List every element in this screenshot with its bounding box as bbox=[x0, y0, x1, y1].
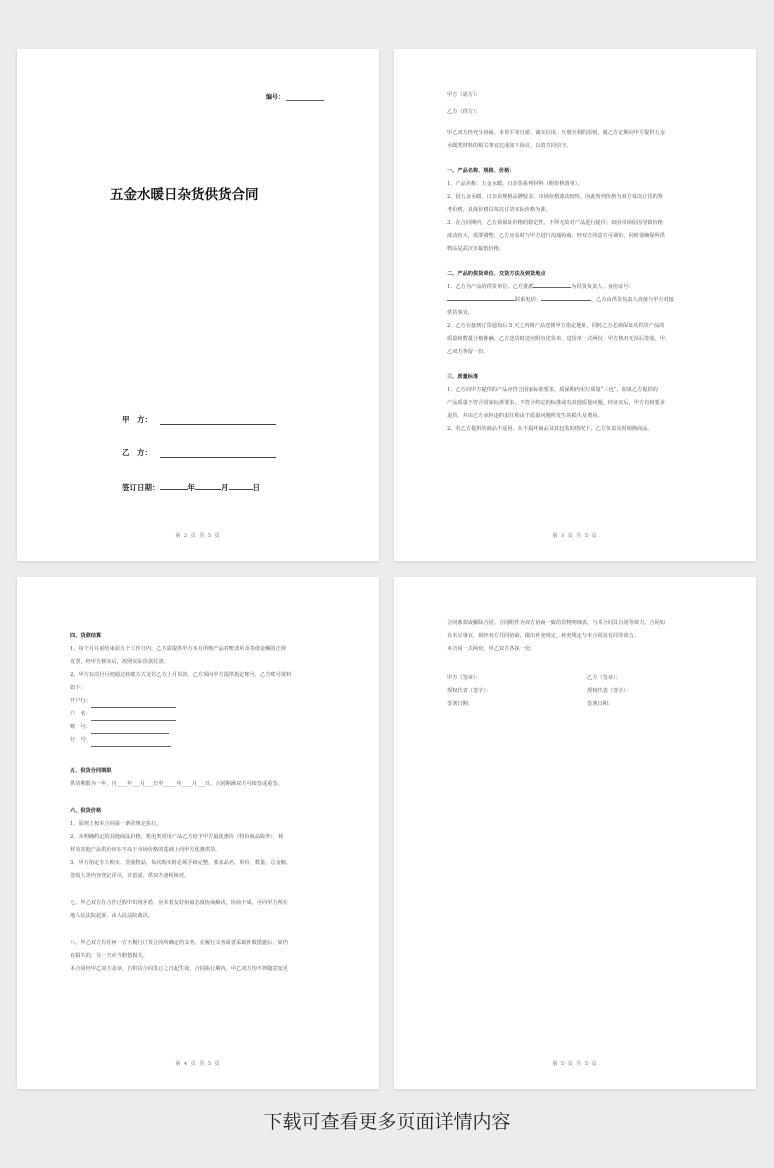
text-segment: 。乙方由供货负责人直接与甲方对接 bbox=[590, 297, 674, 303]
party-b-label: 乙 方： bbox=[122, 448, 152, 457]
section-heading: 一、产品名称、规格、价格： bbox=[447, 168, 515, 174]
blank-line bbox=[91, 727, 169, 734]
blank-line bbox=[91, 740, 171, 747]
year-label: 年 bbox=[187, 483, 195, 492]
section-heading: 二、产品的供货单位、交货方法及到货地点 bbox=[447, 271, 546, 277]
page-footer: 第 2 页 共 5 页 bbox=[175, 533, 221, 539]
text-line: 退货，并由乙方承担违约责任和由于质量问题所发生的损失及费用。 bbox=[447, 413, 603, 419]
bank-row bbox=[70, 695, 334, 708]
text-line: 物品是武汉市最低价格。 bbox=[447, 246, 505, 252]
page-content bbox=[447, 89, 711, 436]
text-line: 2、未明确约定的其他商品价格，机电类常用产品乙方给予甲方最优惠价（特价商品除外），耗 bbox=[70, 834, 284, 840]
text-line: 水暖类材料的相关事宜达成如下协议，以资共同信守。 bbox=[447, 143, 572, 149]
text-line: 波动较大，需要调整，乙方应及时与甲方进行沟通协商，经双方同意方可调价，同时要确保所供 bbox=[447, 233, 665, 239]
section-heading: 三、质量标准 bbox=[447, 374, 479, 380]
text-line: 2、因五金水暖、日杂货规格品牌较多，市场价格波动较快，因此所列价格为双方每次订货的参 bbox=[447, 194, 663, 200]
text-segment: 联系电话： bbox=[515, 297, 541, 303]
text-line: 乙方（供方）： bbox=[447, 109, 481, 115]
sign-date-label: 签订日期： bbox=[122, 483, 160, 492]
blank-line bbox=[533, 281, 571, 288]
text-line: 地人民法院起诉，由人民法院裁决。 bbox=[70, 913, 154, 919]
text-line: 有损失的，另一方应当赔偿损失。 bbox=[70, 953, 148, 959]
party-a-label: 甲 方： bbox=[122, 415, 152, 424]
blank-line bbox=[447, 294, 515, 301]
day-label: 日 bbox=[252, 483, 260, 492]
bank-row bbox=[70, 708, 334, 721]
signature-label: 甲方（签章）： bbox=[447, 675, 481, 681]
page-footer: 第 5 页 共 5 页 bbox=[552, 1061, 598, 1067]
download-caption: 下载可查看更多页面详情内容 bbox=[263, 1111, 511, 1133]
text-segment: 为供货负责人，身份证号： bbox=[571, 284, 634, 290]
party-b-blank bbox=[160, 449, 276, 458]
sign-date-row bbox=[122, 481, 260, 493]
text-line: 1、乙方向甲方提供的产品应符合国家标准要求，质保期内实行质量“三包”，如果乙方提供的 bbox=[447, 387, 658, 393]
section-heading: 五、供货合同期限 bbox=[70, 768, 112, 774]
contract-page-cover bbox=[17, 49, 379, 561]
contract-page-5 bbox=[394, 577, 756, 1089]
bank-label: 开户行： bbox=[70, 698, 91, 704]
blank-line bbox=[541, 294, 591, 301]
page-footer: 第 4 页 共 5 页 bbox=[175, 1061, 221, 1067]
signature-label: 签署日期： bbox=[587, 701, 613, 707]
bank-label: 户 名： bbox=[70, 711, 91, 717]
text-line: 3、甲方指定专人购买、签收物品，每次购买时必须手续完整，要求品名、单价、数量、总金额、 bbox=[70, 860, 292, 866]
text-line: 本合同经甲乙双方盖章，自供货合同签订之日起生效，合同执行期内，甲乙双方均不得随意变更 bbox=[70, 966, 288, 972]
text-line: 考价格，具体价格以每次订货实际价格为准。 bbox=[447, 207, 551, 213]
text-line: 合同条款或解除合同。合同附件为双方协商一致的货物明细表，与本合同具有同等效力。合同如 bbox=[447, 620, 665, 626]
signature-block bbox=[447, 672, 711, 711]
contract-number bbox=[266, 92, 324, 101]
contract-number-blank bbox=[286, 94, 324, 101]
text-line: 有未尽事宜，须经双方共同协商，做出补充规定，补充规定与本合同具有同等效力。 bbox=[447, 633, 639, 639]
page-content bbox=[70, 630, 334, 976]
page-footer: 第 3 页 共 5 页 bbox=[552, 533, 598, 539]
text-line: 如下： bbox=[70, 685, 86, 691]
month-blank bbox=[195, 481, 221, 490]
text-line: 乙双方各留一份。 bbox=[447, 349, 489, 355]
party-a-blank bbox=[160, 416, 276, 425]
section-heading: 四、货款结算 bbox=[70, 633, 102, 639]
bank-label: 行 号： bbox=[70, 737, 91, 743]
text-line: 2、乙方在接到订货通知后 5 天之内将产品送到甲方指定地址，同时乙方必须保证其供货产品的 bbox=[447, 323, 665, 329]
text-line: 签收人等内容登记详尽，并留需、供双方备检核对。 bbox=[70, 873, 190, 879]
text-line: 甲乙双方经充分协商，本着平等自愿、诚实信用、互惠互利的原则，就乙方定期向甲方提供五金 bbox=[447, 130, 665, 136]
text-line: 1、产品名称：五金水暖、日杂货系列材料（附价格清单）。 bbox=[447, 181, 583, 187]
text-line: 发票，经甲方核实后，按照实际货款付清。 bbox=[70, 659, 169, 665]
contract-title: 五金水暖日杂货供货合同 bbox=[110, 187, 259, 203]
text-line: 3、在合同期内，乙方须保证价格的稳定性，不得无故对产品进行提价；如因市场原因导致价格 bbox=[447, 220, 663, 226]
contract-page-3 bbox=[394, 49, 756, 561]
blank-line bbox=[91, 714, 176, 721]
bank-label: 账 号： bbox=[70, 724, 91, 730]
day-blank bbox=[229, 481, 253, 490]
text-line: 质量和数量合格准确，乙方送货时还应附有送货单，送货单一式两份，甲方核对无误后签收，甲、 bbox=[447, 336, 671, 342]
contract-page-4 bbox=[17, 577, 379, 1089]
signature-label: 授权代表（签字）： bbox=[447, 688, 492, 694]
text-line: 供货期限为一年，自____年___月___日至_____年____月___日，合同期满双方可续签或重签。 bbox=[70, 781, 283, 787]
text-line: 甲方（需方）： bbox=[447, 92, 481, 98]
text-line: 本合同一式两份，甲乙双方各执一份。 bbox=[447, 646, 536, 652]
text-line: 2、甲方在次月月初通过转账方式支付乙方上月货款，乙方需向甲方提供指定账号，乙方账号资料 bbox=[70, 672, 292, 678]
party-a-row bbox=[122, 414, 276, 425]
party-b-row bbox=[122, 447, 276, 458]
text-line: 1、原则上按本合同第一条的规定执行。 bbox=[70, 821, 162, 827]
text-line bbox=[447, 281, 711, 294]
contract-number-label: 编号： bbox=[265, 94, 284, 101]
section-heading: 六、供货价格 bbox=[70, 808, 102, 814]
bank-row bbox=[70, 734, 334, 747]
text-line: 2、若乙方提供的商品不适用，在不损坏商品及其包装的情况下，乙方负责及时调换商品。 bbox=[447, 426, 653, 432]
signature-label: 乙方（签章）： bbox=[587, 675, 621, 681]
signature-label: 授权代表（签字）： bbox=[587, 688, 632, 694]
text-segment: 1、乙方为产品的供货单位。乙方委派 bbox=[447, 284, 534, 290]
month-label: 月 bbox=[221, 483, 229, 492]
year-blank bbox=[160, 481, 188, 490]
text-line bbox=[447, 294, 711, 307]
text-line: 八、甲乙双方有任何一方不履行订货合同所确定的义务，在履行义务或者采取补救措施后，如仍 bbox=[70, 940, 288, 946]
text-line: 产品质量不符合国家标准要求、不符合约定的标准或有其他质量问题，经证实后，甲方有权要求 bbox=[447, 400, 665, 406]
bank-row bbox=[70, 721, 334, 734]
blank-line bbox=[91, 701, 176, 708]
text-line: 材及其他产品供价应在不高于市场价格的基础上向甲方优惠供货。 bbox=[70, 847, 221, 853]
page-content bbox=[447, 617, 711, 711]
text-line: 1、每个月月底结束前五个工作日内，乙方需提供甲方本月所购产品对账清单及等值金额的正规 bbox=[70, 646, 286, 652]
text-line: 七、甲乙双方在合作过程中出现矛盾，应本着友好协商态度协商解决，协商不成，可向甲方所在 bbox=[70, 900, 288, 906]
signature-label: 签署日期： bbox=[447, 701, 473, 707]
text-line: 供货事宜。 bbox=[447, 310, 473, 316]
